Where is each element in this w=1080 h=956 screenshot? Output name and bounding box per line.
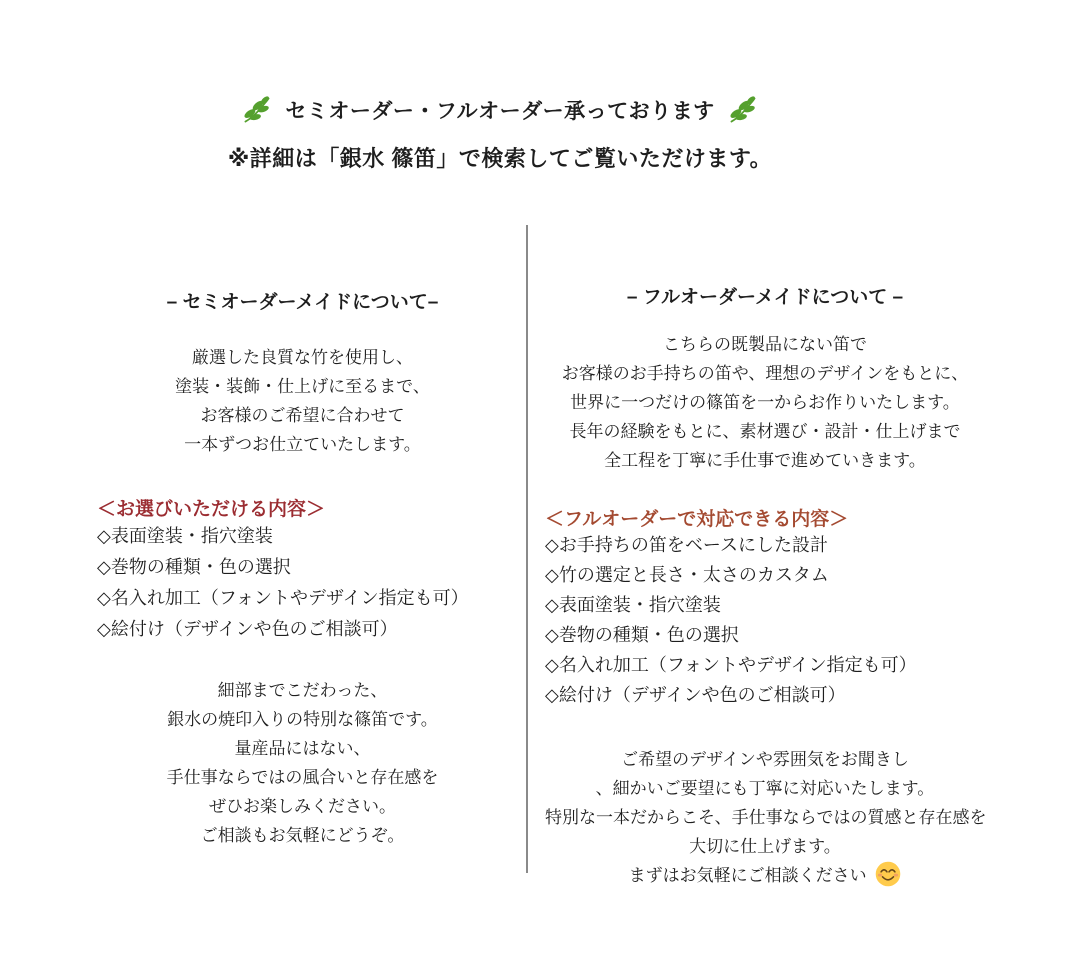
text-line: ご希望のデザインや雰囲気をお聞きし [621, 750, 909, 769]
list-item: ◇絵付け（デザインや色のご相談可） [97, 619, 398, 639]
list-item: ◇竹の選定と長さ・太さのカスタム [545, 565, 829, 585]
header-subtitle: ※詳細は「銀水 篠笛」で検索してご覧いただけます。 [227, 146, 773, 171]
semi-order-heading: – セミオーダーメイドについて– [166, 292, 439, 313]
text-line: 一本ずつお仕立ていたします。 [184, 435, 421, 454]
text-line: 量産品にはない、 [234, 739, 371, 758]
text-line: 大切に仕上げます。 [689, 837, 841, 856]
text-line: 特別な一本だからこそ、手仕事ならではの質感と存在感を [545, 808, 987, 827]
smiling-face-icon [875, 861, 901, 887]
text-line: 細部までこだわった、 [217, 681, 388, 700]
herb-leaf-icon [727, 94, 759, 126]
list-item: ◇巻物の種類・色の選択 [545, 625, 739, 645]
semi-order-options-heading: ＜お選びいただける内容＞ [97, 499, 326, 520]
text-line: まずはお気軽にご相談ください [628, 866, 867, 885]
text-line: こちらの既製品にない笛で [663, 335, 867, 354]
list-item: ◇お手持ちの笛をベースにした設計 [545, 535, 828, 555]
semi-order-intro [85, 343, 520, 459]
list-item: ◇名入れ加工（フォントやデザイン指定も可） [97, 588, 469, 608]
full-order-intro [545, 330, 985, 475]
text-line: 全工程を丁寧に手仕事で進めていきます。 [604, 451, 926, 470]
list-item: ◇絵付け（デザインや色のご相談可） [545, 685, 846, 705]
text-line: お客様のお手持ちの笛や、理想のデザインをもとに、 [561, 364, 969, 383]
semi-order-options-list [97, 521, 469, 645]
page-title: セミオーダー・フルオーダー承っております [285, 100, 715, 123]
text-line: 、細かいご要望にも丁寧に対応いたします。 [595, 779, 935, 798]
full-order-heading: – フルオーダーメイドについて – [626, 287, 904, 308]
full-order-options-list [545, 530, 917, 710]
semi-order-closing [85, 676, 520, 850]
closing-line-with-emoji [545, 861, 985, 890]
list-item: ◇名入れ加工（フォントやデザイン指定も可） [545, 655, 917, 675]
text-line: ぜひお楽しみください。 [209, 797, 396, 816]
text-line: お客様のご希望に合わせて [200, 406, 405, 425]
text-line: 長年の経験をもとに、素材選び・設計・仕上げまで [569, 422, 961, 441]
text-line: ご相談もお気軽にどうぞ。 [200, 826, 405, 845]
list-item: ◇表面塗装・指穴塗装 [545, 595, 721, 615]
header [0, 94, 1000, 126]
text-line: 銀水の焼印入りの特別な篠笛です。 [167, 710, 438, 729]
full-order-options-heading: ＜フルオーダーで対応できる内容＞ [545, 509, 849, 530]
full-order-closing [545, 745, 985, 890]
herb-leaf-icon [241, 94, 273, 126]
list-item: ◇表面塗装・指穴塗装 [97, 526, 273, 546]
text-line: 厳選した良質な竹を使用し、 [192, 348, 413, 367]
text-line: 世界に一つだけの篠笛を一からお作りいたします。 [570, 393, 960, 412]
column-divider [526, 225, 528, 873]
text-line: 塗装・装飾・仕上げに至るまで、 [175, 377, 430, 396]
list-item: ◇巻物の種類・色の選択 [97, 557, 291, 577]
text-line: 手仕事ならではの風合いと存在感を [166, 768, 439, 787]
